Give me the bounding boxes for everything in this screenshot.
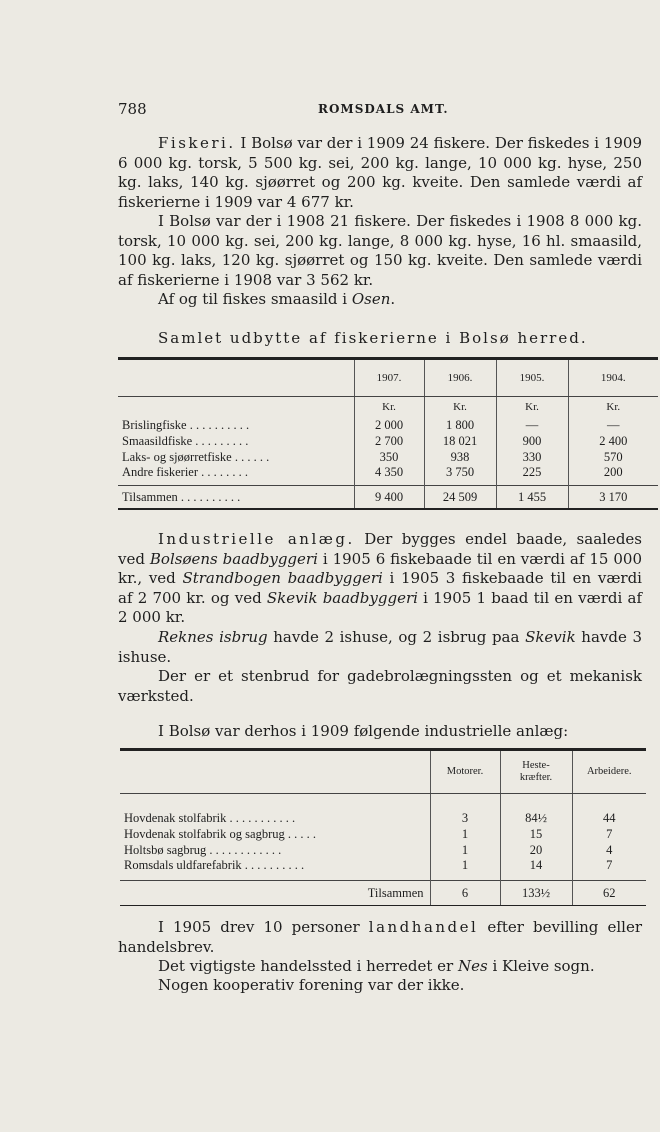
industri-heading: Industrielle anlæg. <box>158 530 355 548</box>
landhandel-term: landhandel <box>368 918 479 936</box>
table-row: Hovdenak stolfabrik og sagbrug . . . . . 1 15 7 <box>120 826 646 842</box>
industri-paragraph-2: Reknes isbrug havde 2 ishuse, og 2 isbrug paa Skevik havde 3 ishuse. <box>118 628 643 666</box>
fiskeri-paragraph-2: I Bolsø var der i 1908 21 fiskere. Der fiskedes i 1908 8 000 kg. torsk, 10 000 kg. sei, 200 kg. lange, 8 000 kg. hyse, 16 hl. smaasild, 100 kg. laks, 120 kg. sjøørret og 150 kg. kveite. Den samlede værdi af fiskerierne i 1908 var 3 562 kr. <box>118 212 642 289</box>
table1-total-row: Tilsammen . . . . . . . . . . 9 400 24 509 1 455 3 170 <box>118 486 658 510</box>
hestekrafter-header: Heste- kræfter. <box>500 750 572 794</box>
industri-paragraph-1: Industrielle anlæg. Der bygges endel baade, saaledes ved Bolsøens baadbyggeri i 1905 6 fiskebaade til en værdi af 15 000 kr., ved Strandbogen baadbyggeri i 1905 3 fiskebaade til en værdi af 2 700 kr. og ved Skevik baadbyggeri i 1905 1 baad til en værdi af 2 000 kr. <box>118 530 642 627</box>
table-row: Andre fiskerier . . . . . . . . 4 350 3 750 225 200 <box>118 465 658 486</box>
year-header-1906: 1906. <box>424 359 496 397</box>
table-row: Hovdenak stolfabrik . . . . . . . . . . . 3 84½ 44 <box>120 810 646 826</box>
table-row: Brislingfiske . . . . . . . . . . 2 000 1 800 — — <box>118 417 658 433</box>
table-row: Romsdals uldfarefabrik . . . . . . . . . . 1 14 7 <box>120 858 646 881</box>
handel-paragraph-2: Det vigtigste handelssted i herredet er Nes i Kleive sogn. <box>158 957 595 975</box>
fishery-yield-table <box>118 357 658 510</box>
fiskeri-paragraph-1: Fiskeri. I Bolsø var der i 1909 24 fiskere. Der fiskedes i 1909 6 000 kg. torsk, 5 500 kg. sei, 200 kg. lange, 10 000 kg. hyse, 250 kg. laks, 140 kg. sjøørret og 200 kg. kveite. Den samlede værdi af fiskerierne i 1909 var 4 677 kr. <box>118 134 643 211</box>
page-header <box>118 100 638 122</box>
table2-header-row <box>120 750 646 794</box>
page-number: 788 <box>118 100 147 118</box>
table-row: Laks- og sjøørretfiske . . . . . . 350 938 330 570 <box>118 449 658 465</box>
fiskeri-paragraph-3: Af og til fiskes smaasild i Osen. <box>158 290 396 308</box>
year-header-1907: 1907. <box>354 359 424 397</box>
handel-paragraph-1: I 1905 drev 10 personer landhandel efter bevilling eller handelsbrev. <box>118 918 642 956</box>
industri-paragraph-4: I Bolsø var derhos i 1909 følgende industrielle anlæg: <box>158 722 569 740</box>
year-header-1905: 1905. <box>496 359 568 397</box>
table-row: Holtsbø sagbrug . . . . . . . . . . . . 1 20 4 <box>120 842 646 858</box>
table-row: Smaasildfiske . . . . . . . . . 2 700 18 021 900 2 400 <box>118 433 658 449</box>
table1-header-row <box>118 359 658 397</box>
running-head: ROMSDALS AMT. <box>318 102 449 116</box>
place-osen: Osen <box>351 290 391 308</box>
table1-caption: Samlet udbytte af fiskerierne i Bolsø herred. <box>158 329 588 347</box>
unit-row: Kr. Kr. Kr. Kr. <box>118 397 658 418</box>
year-header-1904: 1904. <box>568 359 658 397</box>
handel-paragraph-3: Nogen kooperativ forening var der ikke. <box>158 976 465 994</box>
table2-total-row: Tilsammen 6 133½ 62 <box>120 881 646 906</box>
motorer-header: Motorer. <box>430 750 500 794</box>
industri-paragraph-3: Der er et stenbrud for gadebrolægningssten og et mekanisk værksted. <box>118 667 642 705</box>
fiskeri-heading: Fiskeri. <box>158 134 236 152</box>
arbeidere-header: Arbeidere. <box>572 750 646 794</box>
industrial-plants-table <box>120 748 646 906</box>
